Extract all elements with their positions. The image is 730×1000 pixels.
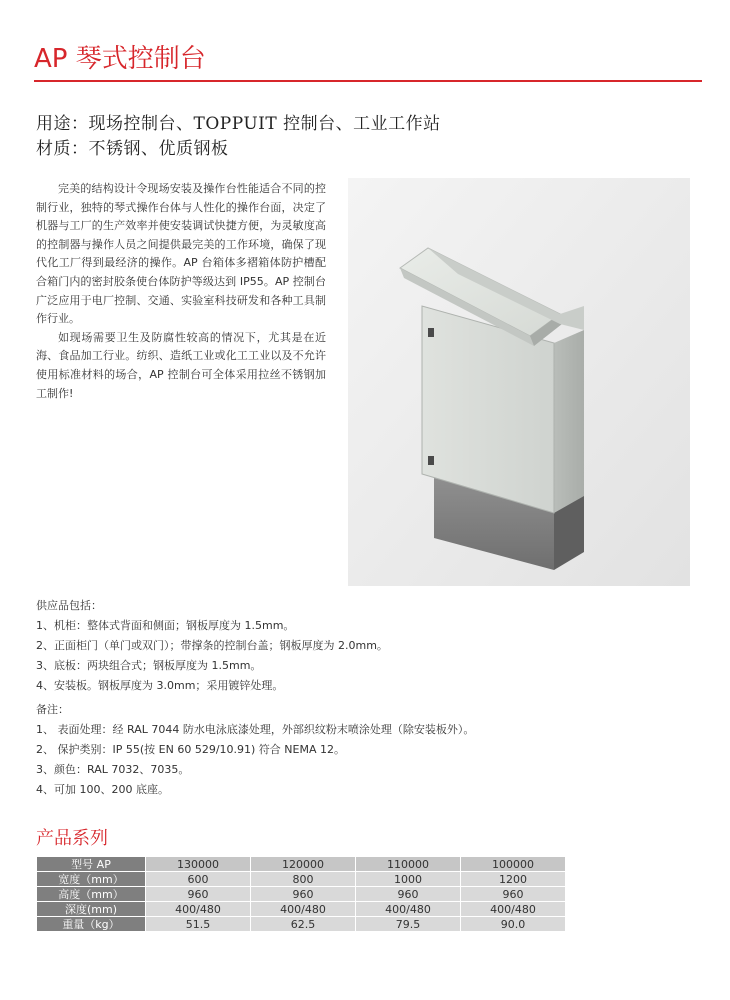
table-cell: 400/480 [356,902,461,917]
row-label: 深度(mm) [37,902,146,917]
row-label: 型号 AP [37,857,146,872]
description-paragraph-1: 完美的结构设计令现场安装及操作台性能适合不同的控制行业，独特的琴式操作台体与人性化的操作台面，决定了机器与工厂的生产效率并使安装调试快捷方便，为灵敏度高的控制器与操作人员之间提供最完美的工作环境，确保了现代化工厂得到最经济的操作。AP 台箱体多褶箱体防护槽配合箱门内的密封胶条使台体防护等级达到 IP55。AP 控制台广泛应用于电厂控制、交通、实验室科技研发和各种工具制作行业。 [36,182,326,326]
row-label: 重量（kg） [37,917,146,932]
material-line: 材质：不锈钢、优质钢板 [36,139,229,159]
page-title: AP 琴式控制台 [34,44,206,74]
table-cell: 960 [146,887,251,902]
description-paragraph-2: 如现场需要卫生及防腐性较高的情况下，尤其是在近海、食品加工行业。纺织、造纸工业或化工工业以及不允许使用标准材料的场合，AP 控制台可全体采用拉丝不锈钢加工制作! [36,330,326,400]
row-label: 高度（mm） [37,887,146,902]
supply-item: 2、正面柜门（单门或双门）；带撑条的控制台盖；钢板厚度为 2.0mm。 [36,639,388,652]
table-cell: 1200 [461,872,566,887]
table-row-depth [37,902,566,917]
product-series-title: 产品系列 [36,828,108,849]
notes-section [36,700,696,800]
table-cell: 62.5 [251,917,356,932]
table-cell: 51.5 [146,917,251,932]
table-row-model [37,857,566,872]
table-cell: 400/480 [251,902,356,917]
note-item: 3、颜色：RAL 7032、7035。 [36,763,190,776]
supply-section [36,596,696,696]
description [36,180,326,403]
row-label: 宽度（mm） [37,872,146,887]
table-cell: 1000 [356,872,461,887]
table-cell: 600 [146,872,251,887]
note-item: 1、 表面处理：经 RAL 7044 防水电泳底漆处理，外部织纹粉末喷涂处理（除安装板外）。 [36,723,475,736]
table-cell: 79.5 [356,917,461,932]
supply-item: 1、机柜：整体式背面和侧面；钢板厚度为 1.5mm。 [36,619,295,632]
lower-lock-icon [428,456,434,465]
table-cell: 400/480 [146,902,251,917]
table-cell: 130000 [146,857,251,872]
usage-line: 用途：现场控制台、TOPPUIT 控制台、工业工作站 [36,114,441,134]
spec-table [36,856,566,932]
note-item: 2、 保护类别：IP 55(按 EN 60 529/10.91) 符合 NEMA 12。 [36,743,345,756]
table-row-height [37,887,566,902]
table-cell: 90.0 [461,917,566,932]
supply-item: 4、安装板。钢板厚度为 3.0mm；采用镀锌处理。 [36,679,284,692]
product-photo [348,178,690,586]
supply-heading: 供应品包括： [36,599,102,612]
notes-heading: 备注： [36,703,69,716]
table-row-weight [37,917,566,932]
cabinet-side [554,330,584,513]
table-cell: 400/480 [461,902,566,917]
table-cell: 960 [356,887,461,902]
upper-lock-icon [428,328,434,337]
table-cell: 960 [251,887,356,902]
note-item: 4、可加 100、200 底座。 [36,783,169,796]
table-cell: 960 [461,887,566,902]
table-cell: 120000 [251,857,356,872]
table-cell: 800 [251,872,356,887]
supply-item: 3、底板：两块组合式；钢板厚度为 1.5mm。 [36,659,262,672]
table-cell: 100000 [461,857,566,872]
console-cabinet-illustration [348,178,690,586]
table-row-width [37,872,566,887]
table-cell: 110000 [356,857,461,872]
title-divider [34,80,702,82]
